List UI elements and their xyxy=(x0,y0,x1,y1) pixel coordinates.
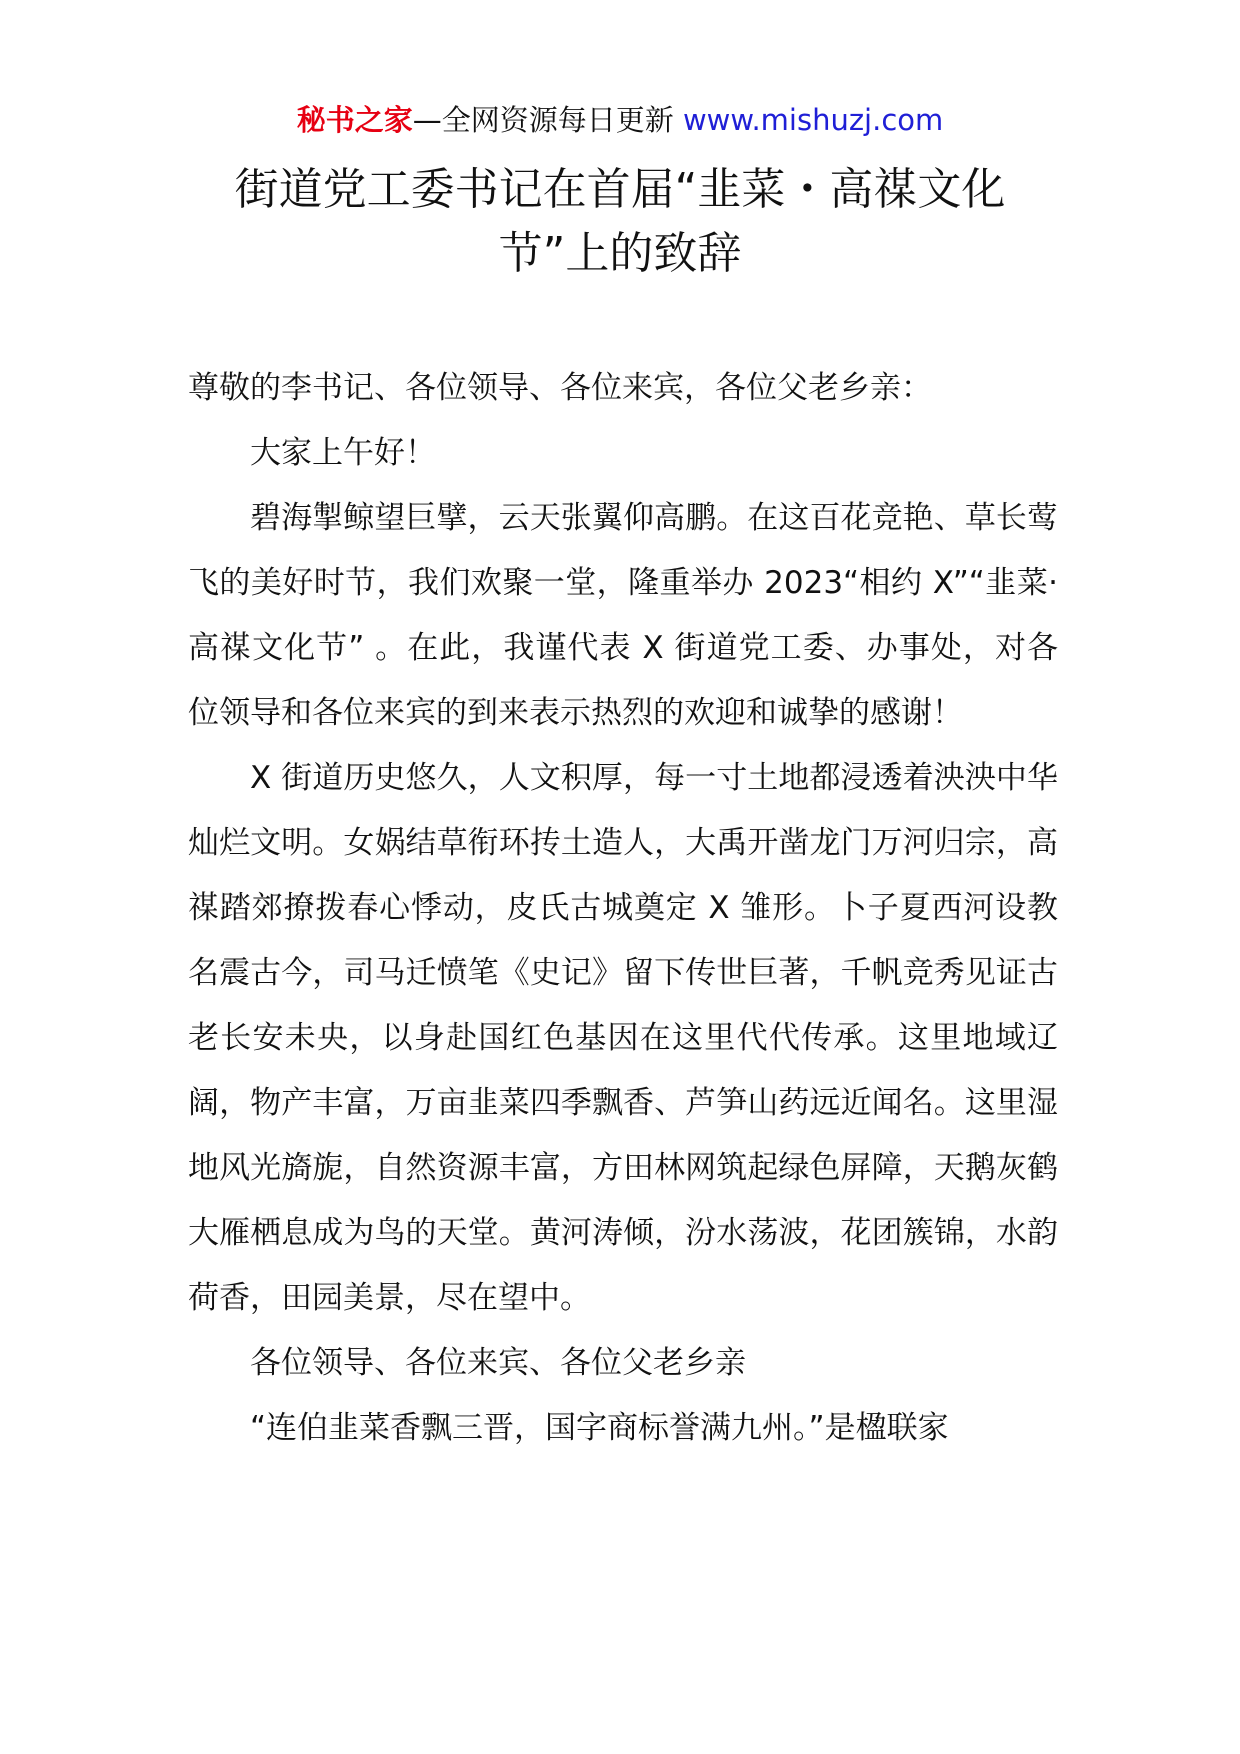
salutation: 尊敬的李书记、各位领导、各位来宾，各位父老乡亲： xyxy=(188,370,932,406)
greeting-paragraph: 大家上午好！ xyxy=(250,435,436,471)
site-slogan: —全网资源每日更新 xyxy=(412,103,683,137)
site-brand: 秘书之家 xyxy=(296,103,413,137)
welcome-paragraph: 碧海掣鲸望巨擘，云天张翼仰高鹏。在这百花竞艳、草长莺飞的美好时节，我们欢聚一堂，隆重举办 2023“相约 X”“韭菜·高禖文化节” 。在此，我谨代表 X 街道党工委、办事处，对各位领导和各位来宾的到来表示热烈的欢迎和诚挚的感谢！ xyxy=(188,500,1058,731)
site-url-link[interactable]: www.mishuzj.com xyxy=(682,103,944,137)
document-title xyxy=(150,158,1090,286)
couplet-paragraph: “连伯韭菜香飘三晋，国字商标誉满九州。”是楹联家 xyxy=(250,1410,949,1446)
title-line-1: 街道党工委书记在首届“韭菜・高禖文化 xyxy=(234,164,1006,215)
history-paragraph: X 街道历史悠久，人文积厚，每一寸土地都浸透着泱泱中华灿烂文明。女娲结草衔环抟土造人，大禹开凿龙门万河归宗，高禖踏郊撩拨春心悸动，皮氏古城奠定 X 雏形。卜子夏西河设教名震古今，司马迁愤笔《史记》留下传世巨著，千帆竞秀见证古老长安未央，以身赴国红色基因在这里代代传承。这里地域辽阔，物产丰富，万亩韭菜四季飘香、芦笋山药远近闻名。这里湿地风光旖旎，自然资源丰富，方田林网筑起绿色屏障，天鹅灰鹤大雁栖息成为鸟的天堂。黄河涛倾，汾水荡波，花团簇锦，水韵荷香，田园美景，尽在望中。 xyxy=(188,760,1058,1316)
address-paragraph: 各位领导、各位来宾、各位父老乡亲 xyxy=(250,1345,746,1381)
site-header xyxy=(0,100,1240,140)
title-line-2: 节”上的致辞 xyxy=(498,228,742,279)
document-body xyxy=(188,356,1058,1461)
